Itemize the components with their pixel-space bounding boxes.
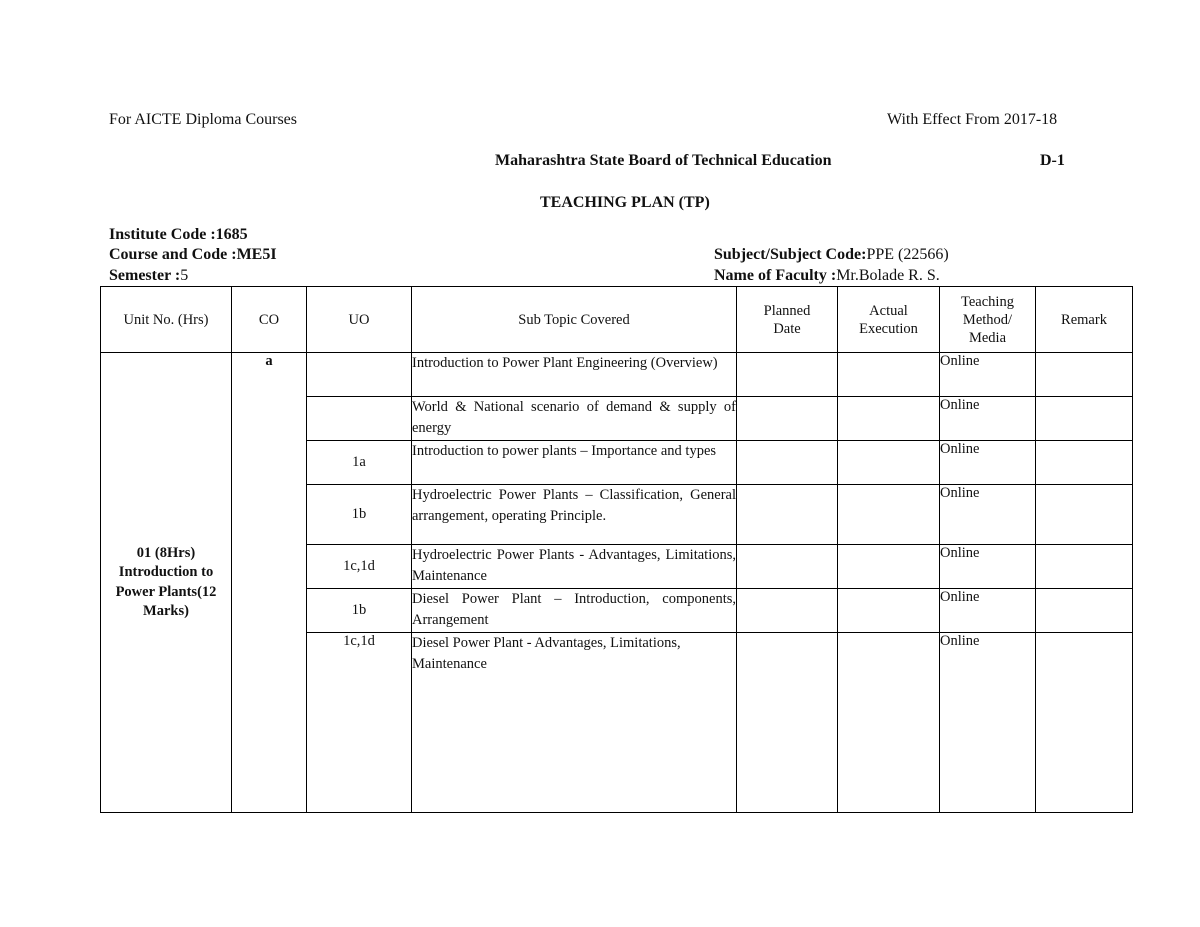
actual-execution-cell [838,545,940,589]
planned-date-cell [737,397,838,441]
teaching-method-cell: Online [940,441,1036,485]
faculty-label: Name of Faculty : [714,267,837,284]
remark-cell [1036,485,1133,545]
remark-cell [1036,353,1133,397]
institute-code-label: Institute Code : [109,226,216,243]
remark-cell [1036,397,1133,441]
faculty-name [714,266,940,286]
sub-topic-cell: Diesel Power Plant - Advantages, Limitations, Maintenance [412,633,737,813]
teaching-method-cell: Online [940,485,1036,545]
header-unit: Unit No. (Hrs) [101,287,232,353]
planned-date-cell [737,441,838,485]
faculty-value: Mr.Bolade R. S. [836,267,940,284]
planned-date-cell [737,589,838,633]
planned-date-cell [737,485,838,545]
remark-cell [1036,589,1133,633]
header-sub-topic: Sub Topic Covered [412,287,737,353]
remark-cell [1036,545,1133,589]
teaching-method-cell: Online [940,633,1036,813]
sub-topic-cell: Hydroelectric Power Plants - Advantages, Limitations, Maintenance [412,545,737,589]
header-actual-execution: Actual Execution [838,287,940,353]
sub-topic-cell: Introduction to power plants – Importance and types [412,441,737,485]
uo-cell: 1a [307,441,412,485]
uo-cell: 1b [307,589,412,633]
sub-topic-cell: Introduction to Power Plant Engineering (Overview) [412,353,737,397]
semester [109,266,188,286]
uo-cell: 1c,1d [307,545,412,589]
page-title: TEACHING PLAN (TP) [540,194,710,211]
teaching-method-cell: Online [940,589,1036,633]
subject-code-label: Subject/Subject Code: [714,246,867,263]
subject-code-value: PPE (22566) [866,246,949,263]
actual-execution-cell [838,441,940,485]
header-effective-date: With Effect From 2017-18 [887,111,1058,128]
table-row [101,353,1133,397]
document-id: D-1 [1040,152,1065,169]
uo-cell [307,353,412,397]
course-code-label: Course and Code : [109,246,237,263]
teaching-method-cell: Online [940,397,1036,441]
header-teaching-method: Teaching Method/ Media [940,287,1036,353]
teaching-method-cell: Online [940,545,1036,589]
subject-code [714,245,949,265]
unit-cell: 01 (8Hrs) Introduction to Power Plants(12 Marks) [101,353,232,813]
remark-cell [1036,633,1133,813]
teaching-plan-table [100,286,1133,813]
header-remark: Remark [1036,287,1133,353]
actual-execution-cell [838,353,940,397]
planned-date-cell [737,545,838,589]
semester-label: Semester : [109,267,181,284]
institute-code-value: 1685 [215,226,248,243]
header-left-note: For AICTE Diploma Courses [109,111,297,128]
actual-execution-cell [838,397,940,441]
board-name: Maharashtra State Board of Technical Education [495,152,832,169]
uo-cell [307,397,412,441]
remark-cell [1036,441,1133,485]
header-uo: UO [307,287,412,353]
header-co: CO [232,287,307,353]
course-code-value: ME5I [236,246,277,263]
sub-topic-cell: World & National scenario of demand & supply of energy [412,397,737,441]
uo-cell: 1c,1d [307,633,412,813]
semester-value: 5 [180,267,189,284]
table-header-row [101,287,1133,353]
teaching-method-cell: Online [940,353,1036,397]
actual-execution-cell [838,633,940,813]
uo-cell: 1b [307,485,412,545]
institute-code [109,225,248,245]
course-code [109,245,277,265]
planned-date-cell [737,633,838,813]
sub-topic-cell: Hydroelectric Power Plants – Classification, General arrangement, operating Principle. [412,485,737,545]
actual-execution-cell [838,589,940,633]
planned-date-cell [737,353,838,397]
actual-execution-cell [838,485,940,545]
sub-topic-cell: Diesel Power Plant – Introduction, components, Arrangement [412,589,737,633]
header-planned-date: Planned Date [737,287,838,353]
co-cell: a [232,353,307,813]
